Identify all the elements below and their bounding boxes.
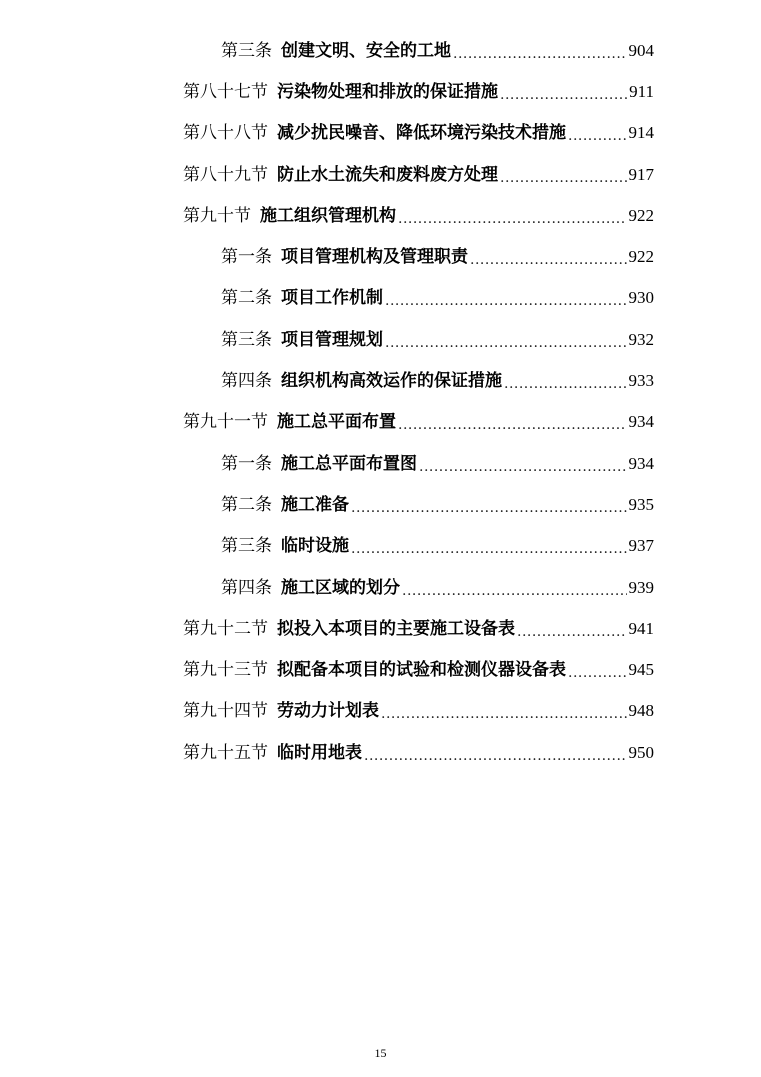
toc-entry-page: 932: [628, 329, 654, 349]
toc-entry-title: 劳动力计划表: [277, 701, 379, 722]
toc-entry-page: 937: [628, 536, 654, 556]
toc-dot-leader: [500, 168, 627, 188]
toc-entry-title: 组织机构高效运作的保证措施: [281, 371, 502, 392]
toc-dot-leader: [470, 250, 627, 270]
toc-dot-leader: [568, 126, 627, 146]
toc-dot-leader: [402, 581, 627, 601]
toc-entry[interactable]: [0, 360, 761, 401]
toc-entry-number: 第四条: [221, 577, 272, 598]
toc-entry-number: 第一条: [221, 453, 272, 474]
toc-entry-page: 934: [628, 412, 654, 432]
toc-entry[interactable]: [0, 30, 761, 71]
toc-entry-title: 施工区域的划分: [281, 577, 400, 598]
toc-entry[interactable]: [0, 567, 761, 608]
toc-entry-number: 第三条: [221, 329, 272, 350]
toc-entry[interactable]: [0, 732, 761, 773]
toc-entry-page: 933: [628, 371, 654, 391]
toc-entry[interactable]: [0, 649, 761, 690]
page-number: 15: [374, 1046, 387, 1060]
toc-entry-number: 第九十二节: [183, 618, 268, 639]
toc-dot-leader: [453, 44, 627, 64]
table-of-contents: [0, 30, 761, 773]
toc-entry-number: 第九十五节: [183, 742, 268, 763]
toc-entry-number: 第一条: [221, 247, 272, 268]
toc-dot-leader: [568, 663, 627, 683]
toc-entry-number: 第三条: [221, 40, 272, 61]
toc-entry-title: 施工总平面布置: [277, 412, 396, 433]
toc-dot-leader: [351, 539, 627, 559]
toc-entry-title: 项目管理规划: [281, 329, 383, 350]
toc-dot-leader: [398, 209, 627, 229]
toc-entry-page: 948: [628, 701, 654, 721]
toc-entry-page: 911: [629, 81, 654, 101]
toc-entry[interactable]: [0, 608, 761, 649]
toc-entry-title: 项目管理机构及管理职责: [281, 247, 468, 268]
toc-entry-title: 施工组织管理机构: [260, 205, 396, 226]
toc-entry-number: 第九十节: [183, 205, 251, 226]
toc-entry[interactable]: [0, 195, 761, 236]
toc-entry-number: 第二条: [221, 288, 272, 309]
toc-entry[interactable]: [0, 319, 761, 360]
toc-entry-title: 污染物处理和排放的保证措施: [277, 81, 498, 102]
toc-entry-number: 第八十八节: [183, 123, 268, 144]
toc-entry-title: 施工总平面布置图: [281, 453, 417, 474]
toc-dot-leader: [385, 333, 627, 353]
toc-dot-leader: [419, 457, 627, 477]
toc-dot-leader: [517, 622, 627, 642]
toc-dot-leader: [398, 415, 627, 435]
toc-entry-page: 934: [628, 453, 654, 473]
toc-entry[interactable]: [0, 278, 761, 319]
toc-entry-title: 创建文明、安全的工地: [281, 40, 451, 61]
toc-entry-title: 拟投入本项目的主要施工设备表: [277, 618, 515, 639]
toc-entry[interactable]: [0, 71, 761, 112]
toc-dot-leader: [381, 704, 627, 724]
toc-entry-number: 第九十一节: [183, 412, 268, 433]
toc-entry-title: 施工准备: [281, 494, 349, 515]
toc-entry-title: 防止水土流失和废料废方处理: [277, 164, 498, 185]
toc-entry[interactable]: [0, 236, 761, 277]
toc-entry-page: 914: [628, 123, 654, 143]
toc-entry-number: 第四条: [221, 371, 272, 392]
toc-entry-number: 第九十三节: [183, 660, 268, 681]
toc-dot-leader: [385, 291, 627, 311]
toc-entry-page: 939: [628, 577, 654, 597]
toc-dot-leader: [351, 498, 627, 518]
toc-entry[interactable]: [0, 484, 761, 525]
toc-entry-page: 950: [628, 742, 654, 762]
toc-entry[interactable]: [0, 402, 761, 443]
toc-entry-title: 项目工作机制: [281, 288, 383, 309]
toc-entry-title: 临时用地表: [277, 742, 362, 763]
toc-entry[interactable]: [0, 526, 761, 567]
toc-dot-leader: [500, 85, 627, 105]
toc-entry-page: 922: [628, 247, 654, 267]
toc-entry-page: 930: [628, 288, 654, 308]
toc-entry-page: 917: [628, 164, 654, 184]
toc-entry-number: 第三条: [221, 536, 272, 557]
toc-entry-number: 第八十七节: [183, 81, 268, 102]
toc-entry-number: 第八十九节: [183, 164, 268, 185]
toc-entry-page: 945: [628, 660, 654, 680]
toc-entry-page: 941: [628, 618, 654, 638]
toc-entry[interactable]: [0, 113, 761, 154]
toc-entry-number: 第二条: [221, 494, 272, 515]
toc-entry[interactable]: [0, 443, 761, 484]
toc-entry-page: 922: [628, 205, 654, 225]
toc-entry[interactable]: [0, 154, 761, 195]
toc-dot-leader: [364, 746, 627, 766]
toc-entry-page: 935: [628, 494, 654, 514]
toc-entry-title: 临时设施: [281, 536, 349, 557]
toc-entry-number: 第九十四节: [183, 701, 268, 722]
toc-entry-title: 拟配备本项目的试验和检测仪器设备表: [277, 660, 566, 681]
toc-dot-leader: [504, 374, 627, 394]
toc-entry-title: 减少扰民噪音、降低环境污染技术措施: [277, 123, 566, 144]
toc-entry[interactable]: [0, 691, 761, 732]
toc-entry-page: 904: [628, 40, 654, 60]
